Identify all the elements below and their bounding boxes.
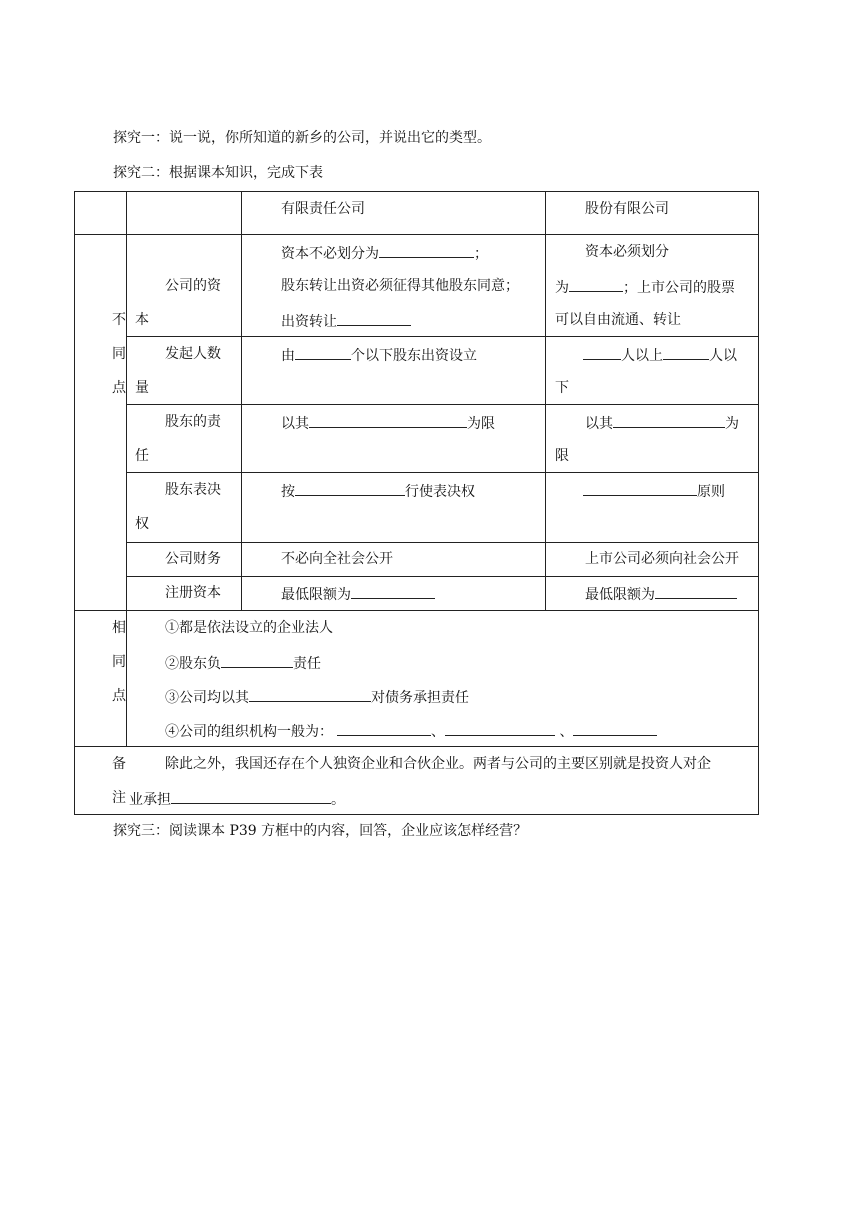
joint-registered-capital: 最低限额为 — [585, 583, 737, 605]
fill-blank[interactable] — [295, 344, 351, 360]
ltd-founders: 由 个以下股东出资设立 — [281, 344, 477, 366]
fill-blank[interactable] — [249, 686, 371, 702]
table-border-bottom — [74, 814, 759, 815]
fill-blank[interactable] — [663, 344, 709, 360]
joint-liability-line2: 限 — [555, 448, 569, 464]
row-line — [126, 472, 759, 473]
joint-founders-line1: 人以上 人以 — [583, 344, 737, 366]
fill-blank[interactable] — [445, 720, 555, 736]
diff-label-char: 同 — [112, 346, 126, 362]
fill-blank[interactable] — [583, 480, 697, 496]
note-label-char: 备 — [112, 756, 126, 772]
joint-finance: 上市公司必须向社会公开 — [585, 551, 739, 567]
fill-blank[interactable] — [573, 720, 657, 736]
joint-voting: 原则 — [583, 480, 725, 502]
ltd-capital-line3: 出资转让 — [281, 310, 411, 332]
header-joint-stock-company: 股份有限公司 — [585, 201, 669, 217]
fill-blank[interactable] — [569, 276, 623, 292]
same-label-char: 点 — [112, 688, 126, 704]
diff-label-char: 点 — [112, 380, 126, 396]
company-comparison-table — [74, 191, 759, 815]
fill-blank[interactable] — [221, 652, 293, 668]
fill-blank[interactable] — [655, 583, 737, 599]
row-line — [126, 336, 759, 337]
ltd-capital-line2: 股东转让出资必须征得其他股东同意； — [281, 278, 519, 294]
fill-blank[interactable] — [379, 242, 474, 258]
row-label-finance: 公司财务 — [165, 551, 221, 567]
explore-one-text: 探究一：说一说，你所知道的新乡的公司，并说出它的类型。 — [113, 130, 491, 146]
header-ltd-company: 有限责任公司 — [281, 201, 365, 217]
row-label-capital: 公司的资 — [165, 278, 221, 294]
diff-section-bottom-line — [74, 610, 759, 611]
joint-capital-line3: 可以自由流通、转让 — [555, 312, 681, 328]
row-line — [126, 576, 759, 577]
row-line — [126, 404, 759, 405]
explore-three-text: 探究三：阅读课本 P39 方框中的内容，回答，企业应该怎样经营？ — [113, 823, 528, 839]
same-item-3: ③公司均以其 对债务承担责任 — [165, 686, 469, 708]
col-line-item — [241, 191, 242, 611]
fill-blank[interactable] — [295, 480, 405, 496]
row-label-voting-wrap: 权 — [135, 516, 149, 532]
ltd-voting: 按 行使表决权 — [281, 480, 475, 502]
same-item-2: ②股东负 责任 — [165, 652, 321, 674]
row-label-founders: 发起人数 — [165, 346, 221, 362]
fill-blank[interactable] — [171, 788, 331, 804]
ltd-registered-capital: 最低限额为 — [281, 583, 435, 605]
ltd-capital-line1: 资本不必划分为 ； — [281, 242, 488, 264]
fill-blank[interactable] — [337, 310, 411, 326]
joint-founders-line2: 下 — [555, 380, 569, 396]
row-label-registered-capital: 注册资本 — [165, 585, 221, 601]
row-label-liability: 股东的责 — [165, 414, 221, 430]
joint-capital-line1: 资本必须划分 — [585, 244, 669, 260]
ltd-finance: 不必向全社会公开 — [281, 551, 393, 567]
table-border-left — [74, 191, 75, 815]
row-label-voting: 股东表决 — [165, 482, 221, 498]
note-line-2: 业承担 。 — [129, 788, 345, 810]
fill-blank[interactable] — [309, 412, 467, 428]
note-line-1: 除此之外，我国还存在个人独资企业和合伙企业。两者与公司的主要区别就是投资人对企 — [165, 756, 711, 772]
row-line — [126, 542, 759, 543]
col-line-section — [126, 191, 127, 747]
joint-liability-line1: 以其 为 — [585, 412, 739, 434]
same-label-char: 相 — [112, 620, 126, 636]
row-label-liability-wrap: 任 — [135, 448, 149, 464]
fill-blank[interactable] — [337, 720, 431, 736]
diff-label-char: 不 — [112, 312, 126, 328]
fill-blank[interactable] — [583, 344, 621, 360]
row-label-founders-wrap: 量 — [135, 380, 149, 396]
explore-two-text: 探究二：根据课本知识，完成下表 — [113, 165, 323, 181]
col-line-ltd — [545, 191, 546, 611]
fill-blank[interactable] — [351, 583, 435, 599]
note-label-char: 注 — [112, 790, 126, 806]
joint-capital-line2: 为 ；上市公司的股票 — [555, 276, 735, 298]
same-item-1: ①都是依法设立的企业法人 — [165, 620, 333, 636]
same-label-char: 同 — [112, 654, 126, 670]
same-section-bottom-line — [74, 746, 759, 747]
row-label-capital-wrap: 本 — [135, 312, 149, 328]
table-border-top — [74, 191, 759, 192]
fill-blank[interactable] — [613, 412, 725, 428]
header-bottom-line — [74, 234, 759, 235]
table-border-right — [758, 191, 759, 815]
ltd-liability: 以其 为限 — [281, 412, 495, 434]
same-item-4: ④公司的组织机构一般为： 、 、 — [165, 720, 657, 742]
